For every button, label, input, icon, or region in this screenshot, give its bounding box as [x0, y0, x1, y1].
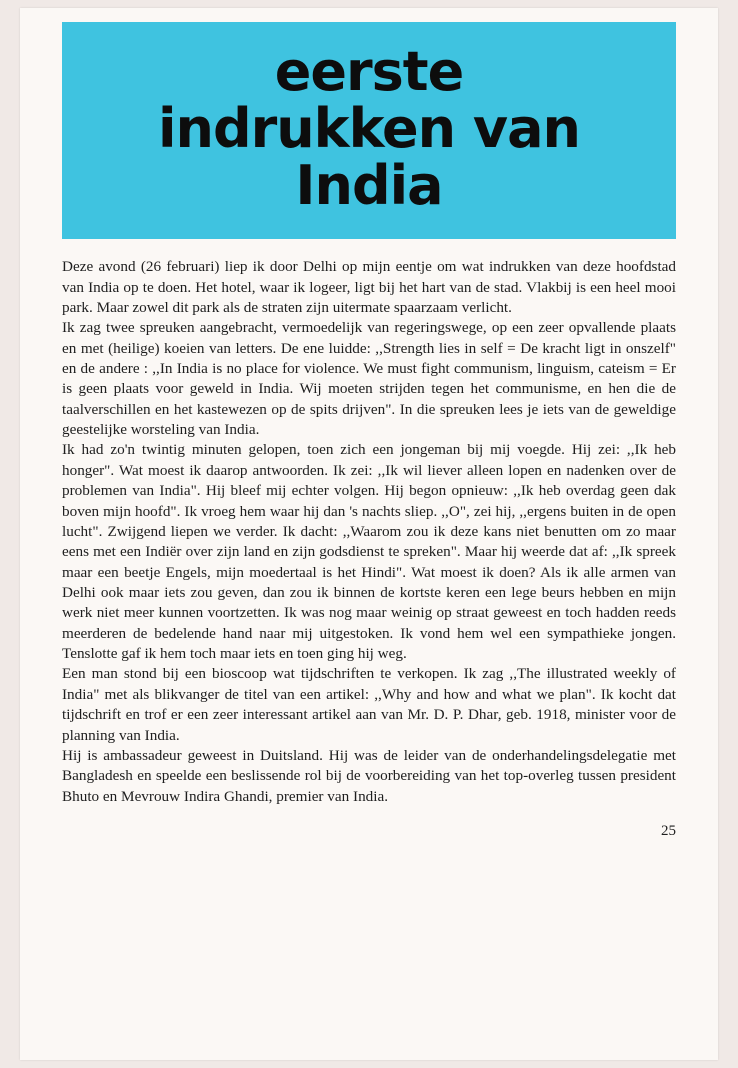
page-sheet	[20, 8, 718, 1060]
paragraph-5: Hij is ambassadeur geweest in Duitsland. Hij was de leider van de onderhandelingsdelegatie met Bangladesh en speelde een beslissende rol bij de voorbereiding van het top-overleg tussen president Bhuto en Mevrouw Indira Ghandi, premier van India.	[62, 746, 676, 805]
article-title-banner	[62, 22, 676, 239]
article-body	[62, 257, 676, 807]
paragraph-4: Een man stond bij een bioscoop wat tijdschriften te verkopen. Ik zag ,,The illustrated weekly of India" met als blikvanger de titel van een artikel: ,,Why and how and what we plan". Ik kocht dat tijdschrift en trof er een zeer interessant artikel aan van Mr. D. P. Dhar, geb. 1918, minister voor de planning van India.	[62, 665, 676, 744]
page-content	[48, 22, 692, 840]
title-line-2: indrukken van	[157, 97, 580, 161]
paragraph-1: Deze avond (26 februari) liep ik door Delhi op mijn eentje om wat indrukken van deze hoofdstad van India op te doen. Het hotel, waar ik logeer, ligt bij het hart van de stad. Vlakbij is een heel mooi park. Maar zowel dit park als de straten zijn uitermate spaarzaam verlicht.	[62, 258, 676, 316]
title-line-1: eerste	[274, 40, 464, 103]
paragraph-3: Ik had zo'n twintig minuten gelopen, toen zich een jongeman bij mij voegde. Hij zei: ,,Ik heb honger". Wat moest ik daarop antwoorden. Ik zei: ,,Ik wil liever alleen lopen en nadenken over de problemen van India". Hij bleef mij echter volgen. Hij begon opnieuw: ,,Ik heb overdag geen dak boven mijn hoofd". Ik vroeg hem waar hij dan 's nachts sliep. ,,O", zei hij, ,,ergens buiten in de open lucht". Zwijgend liepen we verder. Ik dacht: ,,Waarom zou ik deze kans niet benutten om zo maar eens met een Indiër over zijn land en zijn godsdienst te spreken". Maar hij weerde dat af: ,,Ik spreek maar een beetje Engels, mijn moedertaal is het Hindi". Wat moest ik doen? Als ik alle armen van Delhi ook maar iets zou geven, dan zou ik binnen de kortste keren een lege beurs hebben en mijn werk niet meer kunnen voortzetten. Ik was nog maar weinig op straat geweest en toch hadden reeds meerderen de bedelende hand naar mij uitgestoken. Ik vond hem wel een sympathieke jongen. Tenslotte gaf ik hem toch maar iets en toen ging hij weg.	[62, 441, 676, 663]
paragraph-2: Ik zag twee spreuken aangebracht, vermoedelijk van regeringswege, op een zeer opvallende plaats en met (heilige) koeien van letters. De ene luidde: ,,Strength lies in self = De kracht ligt in onszelf" en de andere : ,,In India is no place for violence. We must fight communism, linguism, cateism = Er is geen plaats voor geweld in India. Wij moeten strijden tegen het communisme, en hen die de taalverschillen en het kastewezen op de spits drijven". In die spreuken lees je iets van de geweldige geestelijke worsteling van India.	[62, 319, 676, 439]
page-number: 25	[661, 822, 676, 839]
title-line-3: India	[295, 154, 443, 218]
